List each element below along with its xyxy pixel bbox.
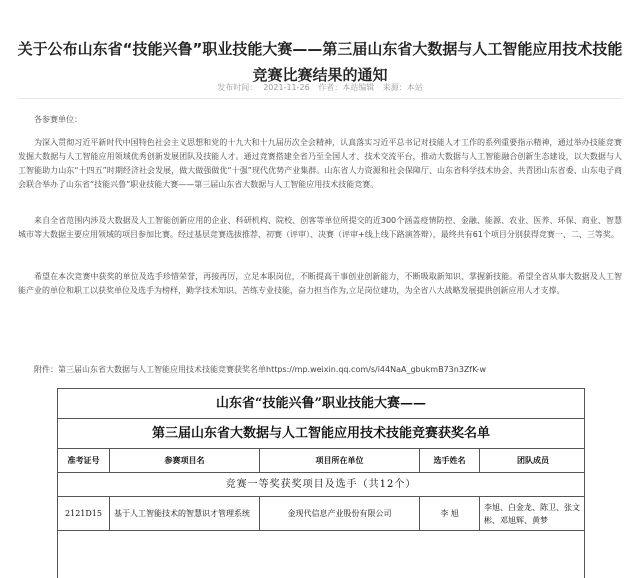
- article-meta: [0, 82, 640, 93]
- paragraph-3-text: 希望在本次竞赛中获奖的单位及选手珍惜荣誉，再接再厉，立足本职岗位，不断提高干事创业创新能力，不断吸取新知识、掌握新技能。希望全省从事大数据及人工智能产业的单位和职工以获奖单位及选手为榜样，勤学技术知识、苦练专业技能，奋力担当作为,立足岗位建功，为全省八大战略发展提供创新应用人才支撑。: [18, 272, 622, 295]
- column-header: 团队成员: [480, 449, 585, 473]
- award-table-header: [58, 449, 584, 473]
- divider: [18, 98, 622, 99]
- paragraph-2-text: 来自全省范围内涉及大数据及人工智能创新应用的企业、科研机构、院校、创客等单位所提交的近300个涵盖疫情防控、金融、能源、农业、医养、环保、商业、智慧城市等大数据主要应用领域的项目参加比赛。经过基层竞赛选拔推荐、初赛（评审）、决赛（评审+线上线下路演答辩），最终共有61个项目分别获得竞赛一、二、三等奖。: [18, 216, 622, 239]
- cell-unit: 金现代信息产业股份有限公司: [260, 497, 420, 531]
- table-row: [58, 497, 584, 531]
- paragraph-3: [18, 270, 622, 298]
- published-date: 2021-11-26: [263, 83, 310, 92]
- cell-id: 2121D15: [58, 497, 110, 531]
- author: 作者：本站编辑: [318, 83, 375, 92]
- cell-name: 李 旭: [420, 497, 480, 531]
- paragraph-2: [18, 214, 622, 242]
- source: 来源：本站: [382, 83, 423, 92]
- award-section-title: 竞赛一等奖获奖项目及选手（共12个）: [58, 473, 584, 497]
- column-header: 参赛项目名: [110, 449, 260, 473]
- award-list-heading-2: 第三届山东省大数据与人工智能应用技术技能竞赛获奖名单: [58, 419, 584, 449]
- column-header: 项目所在单位: [260, 449, 420, 473]
- column-header: 准考证号: [58, 449, 110, 473]
- cell-members: 李旭、白金龙、陈卫、张文彬、邓旭辉、黄梦: [480, 497, 585, 531]
- paragraph-1-text: 为深入贯彻习近平新时代中国特色社会主义思想和党的十九大和十九届历次全会精神，认真落实习近平总书记对技能人才工作的系列重要指示精神，通过举办技能竞赛发掘大数据与人工智能应用领域优秀创新发展团队及技能人才。通过竞赛搭建全省乃至全国人才、技术交流平台，推动大数据与人工智能融合创新生态建设，以大数据与人工智能助力山东“十四五”时期经济社会发展，做大做强做优“十强”现代优势产业集群。山东省人力资源和社会保障厅、山东省科学技术协会、共青团山东省委、山东电子商会联合举办了山东省“技能兴鲁”职业技能大赛——第三届山东省大数据与人工智能应用技术技能竞赛。: [18, 138, 622, 189]
- article-title: 关于公布山东省“技能兴鲁”职业技能大赛——第三届山东省大数据与人工智能应用技术技能竞赛比赛结果的通知: [17, 40, 623, 84]
- award-list-image: [57, 388, 585, 578]
- cell-project: 基于人工智能技术的智慧识才管理系统: [110, 497, 260, 531]
- attachment-link[interactable]: 附件：第三届山东省大数据与人工智能应用技术技能竞赛获奖名单https://mp.weixin.qq.com/s/i44NaA_gbukmB73n3ZfK-w: [34, 365, 487, 374]
- paragraph-1: [18, 136, 622, 192]
- published-label: 发布时间：: [217, 83, 258, 92]
- award-list-heading-1: 山东省“技能兴鲁”职业技能大赛——: [58, 389, 584, 419]
- greeting: 各参赛单位：: [34, 115, 82, 124]
- column-header: 选手姓名: [420, 449, 480, 473]
